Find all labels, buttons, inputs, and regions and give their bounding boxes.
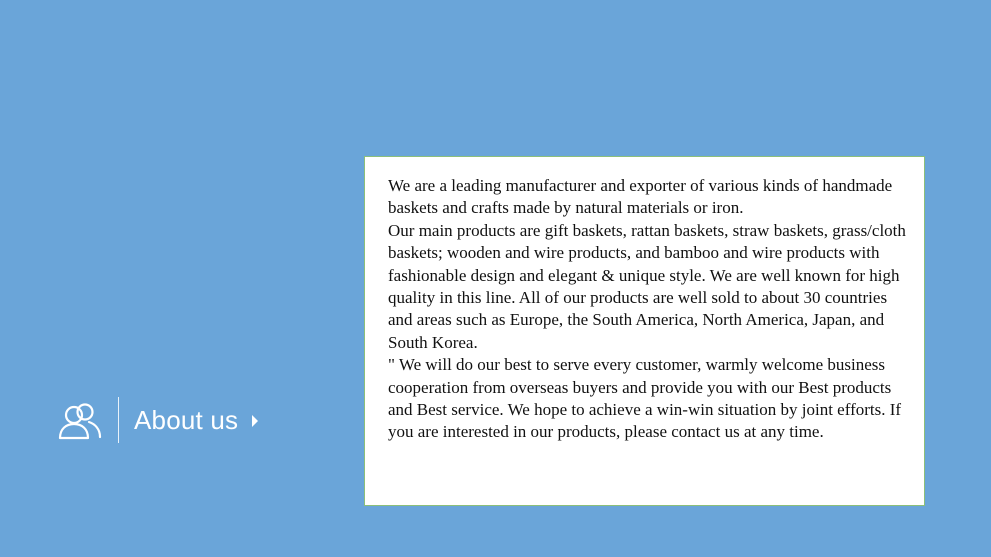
users-icon: [57, 400, 103, 440]
about-text-panel: [364, 156, 925, 506]
about-us-link[interactable]: [134, 407, 258, 433]
about-paragraph: We are a leading manufacturer and exporter of various kinds of handmade baskets and crafts made by natural materials or iron.: [388, 176, 893, 218]
divider: [118, 397, 119, 443]
about-section: [57, 397, 258, 443]
about-paragraph: " We will do our best to serve every customer, warmly welcome business cooperation from overseas buyers and provide you with our Best products and Best service. We hope to achieve a win-win situation by joint efforts. If you are interested in our products, please contact us at any time.: [388, 355, 902, 442]
about-us-label: About us: [134, 405, 239, 435]
caret-right-icon: [252, 415, 258, 427]
about-paragraph: Our main products are gift baskets, rattan baskets, straw baskets, grass/cloth baskets; wooden and wire products, and bamboo and wire products with fashionable design and elegant & unique style. We are well known for high quality in this line. All of our products are well sold to about 30 countries and areas such as Europe, the South America, North America, Japan, and South Korea.: [388, 220, 906, 352]
